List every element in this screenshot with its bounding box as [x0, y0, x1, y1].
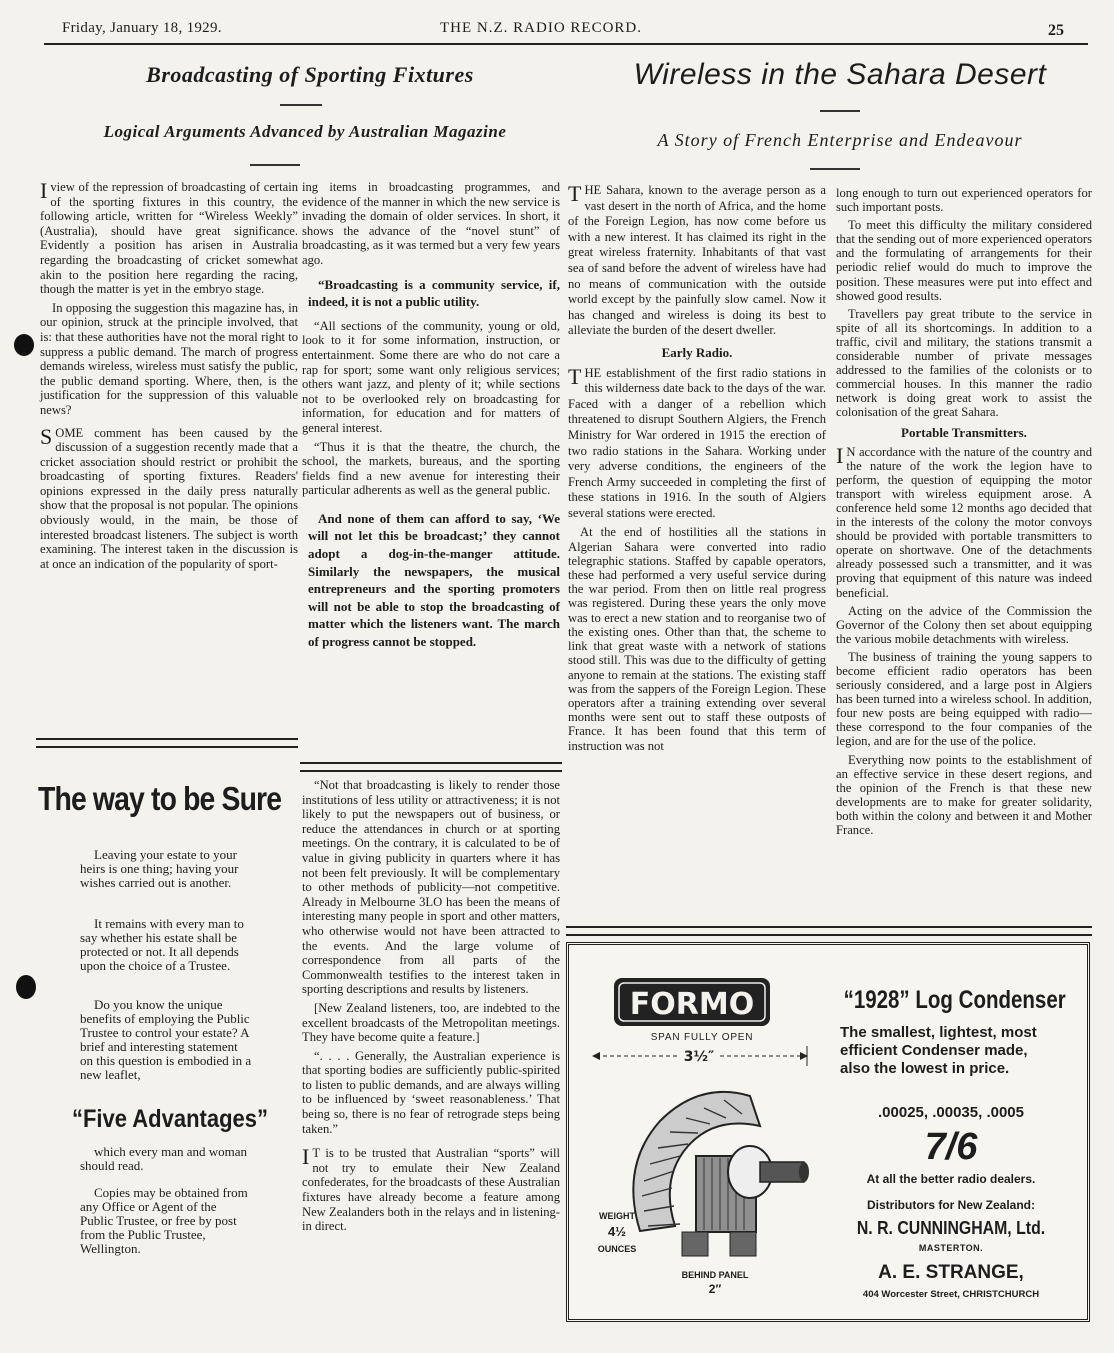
- distributors-label: Distributors for New Zealand:: [866, 1198, 1036, 1212]
- section-heading: Early Radio.: [661, 344, 733, 360]
- paragraph: Acting on the advice of the Commission the Governor of the Colony then set about equipping the various mobile detachments with wireless.: [836, 603, 1092, 646]
- behind-panel-dimension: 2″: [708, 1282, 722, 1296]
- header-rule: [44, 43, 1088, 45]
- page-number: 25: [1048, 22, 1064, 39]
- weight-label: WEIGHT: [599, 1211, 635, 1221]
- paragraph: The business of training the young sappers to become efficient radio operators has been seriously considered, and a large post in Algiers has been turned into a wireless school. In addition, four new posts are being equipped with radio—these correspond to the four companies of the legion, and are for the use of the police.: [836, 649, 1092, 749]
- trustee-ad-paragraph: Leaving your estate to your heirs is one thing; having your wishes carried out is another.: [80, 847, 239, 890]
- trustee-ad-leaflet-title: “Five Advantages”: [71, 1105, 269, 1133]
- article2-title: Wireless in the Sahara Desert: [633, 58, 1047, 91]
- article1-title: Broadcasting of Sporting Fixtures: [146, 62, 474, 87]
- trustee-ad-paragraph: It remains with every man to say whether his estate shall be protected or not. It all depends upon the choice of a Trustee.: [80, 916, 244, 973]
- dealers-note: At all the better radio dealers.: [866, 1172, 1036, 1186]
- distributor-name: A. E. STRANGE,: [878, 1262, 1024, 1283]
- paragraph: ing items in broadcasting programmes, and evidence of the manner in which the new service is invading the domain of older services. In short, it shows the advance of the “novel stunt” of broadcasting, as it was termed but a very few years ago.: [302, 180, 560, 267]
- drop-cap: I: [836, 442, 844, 468]
- paragraph: At the end of hostilities all the stations in Algerian Sahara were converted into radio telegraphic stations. Staffed by capable operators, these had performed a very useful service during the war period. From then on little real progress was registered. During these years the only move was to erect a new station and to reorganise two of the existing ones. Other than that, the scheme to link that great waste with a network of stations stood still. This was due to the difficulty of getting anyone to remain at the stations. The existing staff was from the sappers of the Foreign Legion. These operators after a training extending over several months were sent out to staff these outposts of France. It has been found that this term of instruction was not: [568, 525, 826, 753]
- title-divider: [820, 110, 860, 112]
- paragraph: To meet this difficulty the military considered that the sending out of more experienced operators and the formulating of arrangements for their periodic relief would do much to improve the position. These measures were put into effect and showed good results.: [836, 218, 1092, 303]
- paragraph: Iview of the repression of broadcasting of certain of the sporting fixtures in this country, the following article, written for “Wireless Weekly” (Australia), should have great significance. Evidently a position has arisen in Australia regarding the broadcasting of cricket somewhat akin to the position here regarding the racing, though the matter is yet in the embryo stage.: [40, 178, 298, 297]
- span-label: SPAN FULLY OPEN: [650, 1032, 754, 1043]
- subtitle-divider: [810, 168, 860, 170]
- article1-column-2-continued: [302, 778, 560, 1238]
- formo-logo: [612, 976, 772, 1028]
- double-rule: [36, 738, 298, 748]
- section-heading: Portable Transmitters.: [901, 424, 1027, 440]
- weight-value: 4½: [607, 1224, 627, 1239]
- paragraph: “All sections of the community, young or old, look to it for some information, instruction, or entertainment. Some there are who do not care a rap for sport; some want only religious services; others want jazz, and plenty of it; while sections not to be overlooked rely on broadcasting for information, for education and for matters of general interest.: [302, 318, 560, 435]
- article1-column-2: [302, 180, 560, 659]
- paragraph: [New Zealand listeners, too, are indebted to the excellent broadcasts of the Metropolitan meetings. They have become quite a feature.]: [302, 1000, 560, 1045]
- span-dimension-arrow: [590, 1042, 810, 1068]
- paragraph: I N accordance with the nature of the country and the nature of the work the legion have to perform, the question of equipping the motor transport with wireless equipment arose. A conference held some 12 months ago decided that in the interests of the colony the motor convoys should be provided with portable transmitters to operate on shortwave. One of the detachments already possessed such a transmitter, and it was proving that equipment of this nature was indeed beneficial.: [836, 442, 1092, 600]
- distributor-town: MASTERTON.: [918, 1243, 984, 1253]
- binding-hole: [16, 975, 36, 999]
- capacity-values: .00025, .00035, .0005: [878, 1104, 1024, 1121]
- drop-cap: S: [40, 423, 53, 449]
- drop-cap: I: [302, 1144, 310, 1170]
- product-description: The smallest, lightest, most efficient Condenser made, also the lowest in price.: [840, 1024, 1037, 1077]
- paragraph: SOME comment has been caused by the discussion of a suggestion recently made that a cricket association should restrict or prohibit the broadcasting of sporting fixtures. Readers' opinions expressed in the daily press naturally show that the proposal is not popular. The opinions obviously would, in the main, be those of interested broadcast listeners. The subject is worth examining. The interest taken in the discussion is at once an indication of the popularity of sport-: [40, 423, 298, 571]
- paragraph: “. . . . Generally, the Australian experience is that sporting bodies are sufficiently public-spirited to listen to public demands, and are always willing to be influenced by ‘sweet reasonableness.’ That being so, there is no fear of retrograde steps being taken.”: [302, 1048, 560, 1136]
- pull-quote: And none of them can afford to say, ‘We will not let this be broadcast;’ they cannot adopt a dog-in-the-manger attitude. Similarly the newspapers, the musical entrepreneurs and the sporting promoters will not be able to stop the broadcasting of matter which the listeners want. The march of progress cannot be stopped.: [308, 510, 560, 650]
- article1-subtitle: Logical Arguments Advanced by Australian Magazine: [103, 122, 507, 141]
- paragraph: Everything now points to the establishment of an effective service in these desert regions, and the opinion of the French is that these new developments are to make for greater solidarity, both within the colony and between it and Mother France.: [836, 752, 1092, 838]
- logo-text: FORMO: [629, 987, 755, 1022]
- behind-panel-label: BEHIND PANEL: [681, 1270, 749, 1280]
- header-date: Friday, January 18, 1929.: [62, 20, 222, 36]
- paragraph: I T is to be trusted that Australian “sports” will not try to emulate their New Zealand confederates, for the broadcasts of these Australian fixtures have already become a feature among New Zealanders both in the relays and in listening-in direct.: [302, 1144, 560, 1234]
- trustee-ad-paragraph: Do you know the unique benefits of employing the Public Trustee to control your estate? A brief and interesting statement on this question is embodied in a new leaflet,: [80, 997, 252, 1082]
- article2-column-2: [836, 186, 1092, 841]
- article1-column-1: [40, 180, 298, 575]
- paragraph: long enough to turn out experienced operators for such important posts.: [836, 186, 1092, 215]
- paragraph: THE establishment of the first radio stations in this wilderness date back to the days of the war. Faced with a danger of a rebellion which threatened to disrupt Southern Algiers, the French Ministry for War ordered in 1915 the erection of two radio stations in the Sahara. Working under very adverse conditions, the engineers of the French Army succeeded in completing the first of these stations in 1916. In the south of Algiers several stations were erected.: [568, 363, 826, 520]
- paragraph: “Not that broadcasting is likely to render those institutions of less utility or attractiveness; it is not likely to put the newspapers out of business, or reduce the attendances in church or at sporting meetings. On the contrary, it is calculated to be of value in giving publicity in quarters where it has not been felt previously. It will be complementary to other methods of publicity—not competitive. Already in Melbourne 3LO has been the means of interesting many people in sport and other matters, who otherwise would not have been attracted to the events. And the large volume of correspondence from all parts of the Commonwealth testifies to the interest taken in sporting descriptions and results by listeners.: [302, 778, 560, 997]
- distributor-address: 404 Worcester Street, CHRISTCHURCH: [862, 1289, 1040, 1300]
- drop-cap: T: [568, 363, 582, 389]
- publication-title: THE N.Z. RADIO RECORD.: [440, 20, 642, 36]
- weight-unit: OUNCES: [597, 1244, 637, 1254]
- drop-cap: T: [568, 181, 582, 206]
- double-rule: [566, 926, 1092, 936]
- article2-column-1: [568, 183, 826, 757]
- article2-subtitle: A Story of French Enterprise and Endeavour: [657, 130, 1023, 150]
- double-rule: [300, 762, 562, 772]
- paragraph: THE Sahara, known to the average person as a vast desert in the north of Africa, and the home of the Foreign Legion, has now come before us with a new interest. It has claimed its right in the great wireless fraternity. Inhabitants of that vast sea of sand before the advent of wireless have had no means of communication with the outside world except by the painfully slow camel. Now it has changed and wireless is doing its best to alleviate the burden of the desert dweller.: [568, 181, 826, 338]
- paragraph: “Thus it is that the theatre, the church, the school, the markets, bureaus, and the sporting fields find a new avenue for interesting their particular adherents as well as the general public.: [302, 439, 560, 498]
- trustee-ad-headline: The way to be Sure: [38, 780, 282, 817]
- price: 7/6: [924, 1126, 978, 1168]
- span-dimension: 3½″: [683, 1049, 715, 1065]
- subtitle-divider: [250, 164, 300, 166]
- distributor-name: N. R. CUNNINGHAM, Ltd.: [856, 1218, 1046, 1238]
- product-title: “1928” Log Condenser: [843, 986, 1066, 1014]
- title-divider: [280, 104, 322, 106]
- trustee-ad-paragraph: which every man and woman should read.: [80, 1144, 248, 1173]
- drop-cap: I: [40, 178, 48, 203]
- binding-hole: [14, 334, 34, 356]
- trustee-ad-paragraph: Copies may be obtained from any Office or Agent of the Public Trustee, or free by post from the Public Trustee, Wellington.: [80, 1185, 248, 1256]
- pull-quote: “Broadcasting is a community service, if, indeed, it is not a public utility.: [308, 276, 560, 310]
- paragraph: Travellers pay great tribute to the service in spite of all its shortcomings. In addition to a traffic, civil and military, the stations transmit a considerable number of private messages addressed to the families of the colonists or to commercial houses. In this manner the radio network is doing great work to assist the colonisation of the great Sahara.: [836, 306, 1092, 420]
- paragraph: In opposing the suggestion this magazine has, in our opinion, struck at the principle involved, that is: that these authorities have not the moral right to suppress a public demand. The march of progress demands wireless, wireless must satisfy the public, the public demand sporting. Where, then, is the justification for the suppression of this valuable news?: [40, 300, 298, 417]
